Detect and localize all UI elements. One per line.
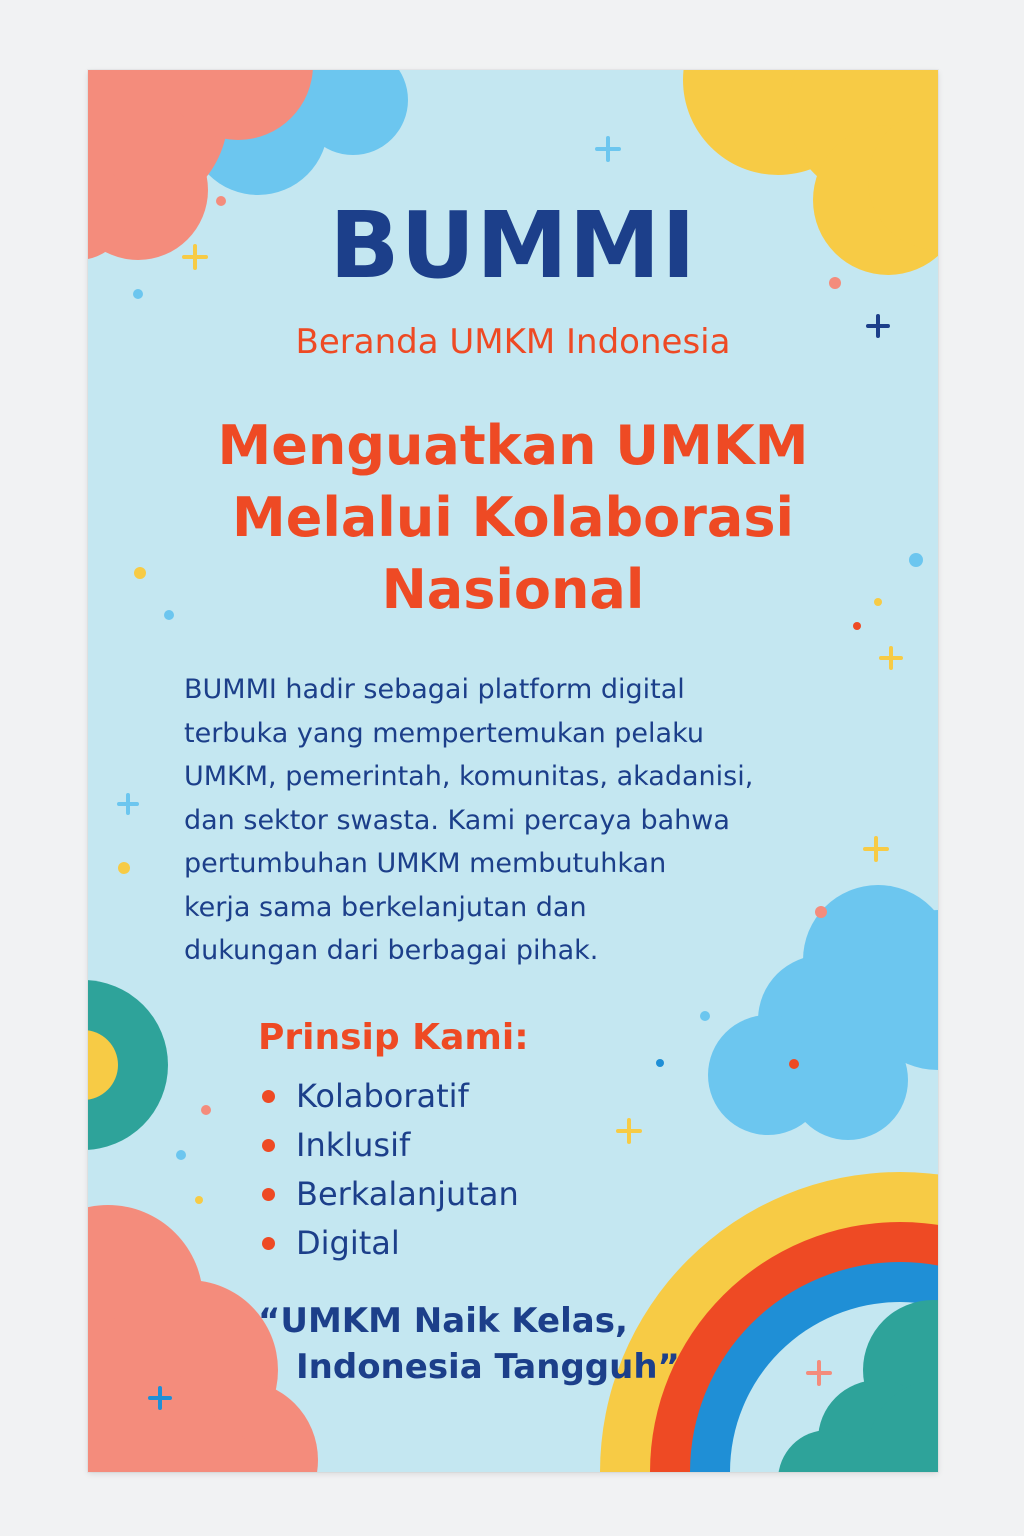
bullet-dot: [262, 1237, 275, 1250]
headline-line: Nasional: [381, 558, 645, 621]
bullet-dot: [262, 1139, 275, 1152]
slogan-line: Indonesia Tangguh”: [296, 1347, 680, 1387]
headline-line: Menguatkan UMKM: [217, 414, 809, 477]
principle-item: [258, 1072, 519, 1121]
brand-tagline: Beranda UMKM Indonesia: [295, 322, 731, 362]
principles-list: [258, 1072, 519, 1268]
bullet-dot: [262, 1090, 275, 1103]
bullet-dot: [262, 1188, 275, 1201]
principles-heading: Prinsip Kami:: [258, 1017, 529, 1058]
arc-left-teal: [88, 980, 168, 1150]
description-line: terbuka yang mempertemukan pelaku: [184, 717, 704, 749]
description-line: dukungan dari berbagai pihak.: [184, 935, 599, 966]
description-line: pertumbuhan UMKM membutuhkan: [184, 848, 667, 879]
description-line: kerja sama berkelanjutan dan: [184, 891, 587, 923]
description-paragraph: [184, 668, 884, 973]
principle-label: Berkalanjutan: [296, 1175, 519, 1213]
description-line: BUMMI hadir sebagai platform digital: [184, 674, 685, 705]
description-line: UMKM, pemerintah, komunitas, akadanisi,: [184, 761, 754, 792]
headline-line: Melalui Kolaborasi: [232, 486, 794, 549]
headline: [128, 410, 898, 626]
slogan: [258, 1298, 680, 1390]
poster: [88, 70, 938, 1472]
description-line: dan sektor swasta. Kami percaya bahwa: [184, 804, 730, 836]
principle-item: [258, 1121, 519, 1170]
principle-label: Kolaboratif: [296, 1077, 469, 1115]
slogan-line: “UMKM Naik Kelas,: [258, 1301, 628, 1341]
principle-item: [258, 1219, 519, 1268]
principle-item: [258, 1170, 519, 1219]
principle-label: Inklusif: [296, 1126, 411, 1164]
brand-title: BUMMI: [329, 192, 697, 299]
principle-label: Digital: [296, 1224, 400, 1262]
